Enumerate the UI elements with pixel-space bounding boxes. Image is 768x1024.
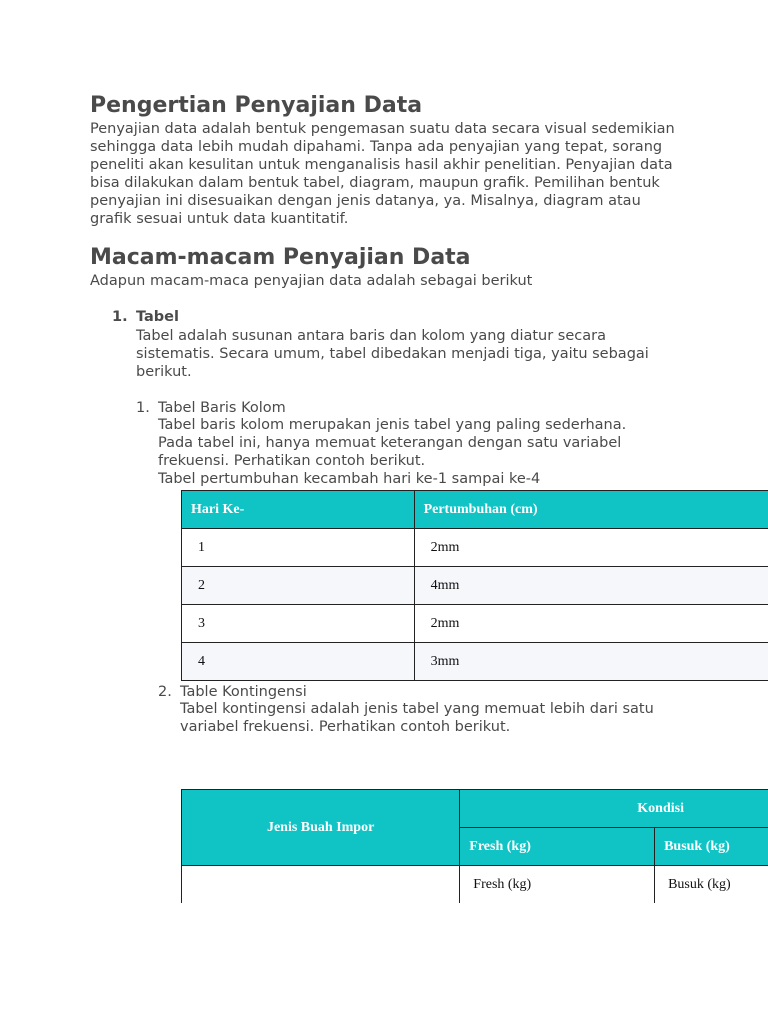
sublist-item-title: Tabel Baris Kolom [158, 400, 286, 416]
table-header-cell: Jenis Buah Impor [182, 790, 460, 866]
section-title-macam: Macam-macam Penyajian Data [90, 245, 471, 270]
table-row [182, 529, 768, 567]
list-number: 1. [112, 309, 128, 325]
table-caption: Tabel pertumbuhan kecambah hari ke-1 sampai ke-4 [158, 471, 541, 487]
table-header-cell: Pertumbuhan (cm) [414, 491, 768, 529]
table-header-cell: Fresh (kg) [460, 828, 655, 866]
table-cell: 4mm [414, 567, 768, 605]
table-cell: 2mm [414, 529, 768, 567]
page-mask [0, 903, 768, 1024]
table-header-row [182, 790, 768, 828]
table-cell: 2mm [414, 605, 768, 643]
sublist-item-kontingensi [158, 681, 718, 736]
table-cell [182, 866, 460, 904]
table-cell: 2 [182, 567, 415, 605]
table-header-cell: Busuk (kg) [655, 828, 768, 866]
sublist-number: 1. [136, 400, 150, 416]
table-header-group-cell: Kondisi [460, 790, 768, 828]
table-cell: 3 [182, 605, 415, 643]
document-body [90, 92, 768, 488]
table-row [182, 567, 768, 605]
sublist-item-title: Table Kontingensi [180, 684, 307, 700]
table-cell: Fresh (kg) [460, 866, 655, 904]
sublist-item-body: Tabel baris kolom merupakan jenis tabel yang paling sederhana. Pada tabel ini, hanya memuat keterangan dengan satu variabel frekuensi. Perhatikan contoh berikut. [158, 417, 627, 469]
table-row [182, 605, 768, 643]
list-item-body: Tabel adalah susunan antara baris dan kolom yang diatur secara sistematis. Secara umum, tabel dibedakan menjadi tiga, yaitu sebagai berikut. [136, 328, 649, 380]
section-body-pengertian: Penyajian data adalah bentuk pengemasan suatu data secara visual sedemikian sehingga data lebih mudah dipahami. Tanpa ada penyajian yang tepat, sorang peneliti akan kesulitan untuk menganalisis hasil akhir penelitian. Penyajian data bisa dilakukan dalam bentuk tabel, diagram, maupun grafik. Pemilihan bentuk penyajian ini disesuaikan dengan jenis datanya, ya. Misalnya, diagram atau grafik sesuai untuk data kuantitatif. [90, 121, 675, 227]
table-header-row [182, 491, 768, 529]
section-title-pengertian: Pengertian Penyajian Data [90, 93, 423, 118]
table-cell: 3mm [414, 643, 768, 681]
table-cell: Busuk (kg) [655, 866, 768, 904]
table-header-cell: Hari Ke- [182, 491, 415, 529]
list-item-title: Tabel [136, 309, 179, 325]
sublist-item-body: Tabel kontingensi adalah jenis tabel yang memuat lebih dari satu variabel frekuensi. Perhatikan contoh berikut. [180, 701, 654, 735]
table-cell: 1 [182, 529, 415, 567]
table-row [182, 866, 768, 904]
sublist-number: 2. [158, 684, 172, 700]
list-item-tabel [112, 306, 768, 381]
table-cell: 4 [182, 643, 415, 681]
table-row [182, 643, 768, 681]
section-intro-macam: Adapun macam-maca penyajian data adalah sebagai berikut [90, 273, 533, 289]
contingency-table [181, 789, 768, 904]
growth-table [181, 490, 768, 681]
sublist-item-baris-kolom [136, 397, 768, 488]
